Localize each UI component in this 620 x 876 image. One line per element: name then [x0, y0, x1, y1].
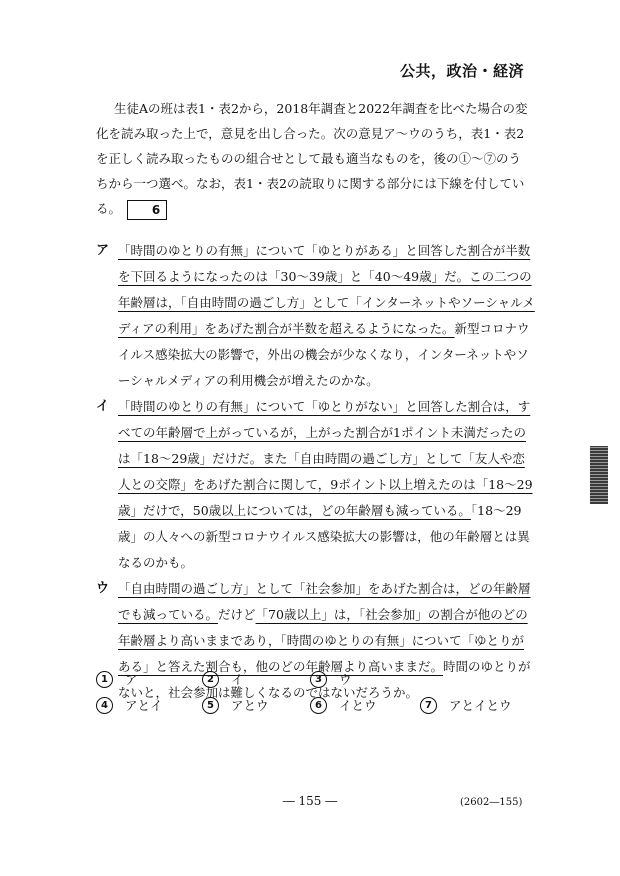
answer-box: 6	[127, 200, 167, 220]
opinion-segment: だけど	[218, 607, 256, 622]
opinion-segment: また「自由時間の過ごし方」として「友人や恋人との交際」をあげた割合に関して，9ポイント以上増えたのは「18～29歳」だけで，50歳以上については，どの年齢層も減っている。	[118, 451, 533, 518]
choice-number: 2	[202, 671, 219, 688]
choice-label: イとウ	[339, 698, 377, 713]
choice-4[interactable]	[96, 696, 202, 714]
choice-3[interactable]	[310, 670, 420, 688]
opinion-segment: 「時間のゆとりの有無」について「ゆとりがある」と回答した割合が半数を下回るようになったのは「30～39歳」と「40～49歳」だ。	[118, 243, 531, 284]
choice-label: アとウ	[231, 698, 269, 713]
opinion-a	[96, 238, 536, 394]
intro-text: 生徒Aの班は表1・表2から，2018年調査と2022年調査を比べた場合の変化を読み取った上で，意見を出し合った。次の意見ア～ウのうち，表1・表2を正しく読み取ったものの組合せとして最も適当なものを，後の①～⑦のうちから一つ選べ。なお，表1・表2の読取りに関する部分には下線を付している。	[96, 101, 528, 216]
choice-5[interactable]	[202, 696, 310, 714]
opinion-mark: イ	[96, 399, 110, 414]
choice-number: 5	[202, 697, 219, 714]
opinion-segment: 「18～29歳」の人々への新型コロナウイルス感染拡大の影響は，他の年齢層とは異なるのかも。	[118, 503, 530, 570]
choice-label: ウ	[339, 672, 352, 687]
opinion-segment: 「70歳以上」は，「社会参加」の割合が他のどの年齢層より高いままであり，「時間のゆとりの有無」について「ゆとりがある」と答えた割合も，他のどの年齢層より高いままだ。	[118, 607, 528, 674]
choice-row	[96, 692, 536, 718]
choice-7[interactable]	[420, 696, 512, 714]
page-code: (2602―155)	[460, 797, 523, 808]
subject-heading: 公共，政治・経済	[399, 62, 524, 80]
choice-number: 7	[420, 697, 437, 714]
choice-label: アとイ	[125, 698, 163, 713]
opinion-segment: 新型コロナウイルス感染拡大の影響で，外出の機会が少なくなり，インターネットやソーシャルメディアの利用機会が増えたのかな。	[118, 321, 530, 388]
opinion-segment: 時間のゆとりがないと，社会参加は難しくなるのではないだろうか。	[118, 659, 531, 700]
choice-1[interactable]	[96, 670, 202, 688]
opinion-i	[96, 394, 536, 576]
choice-number: 4	[96, 697, 113, 714]
choice-number: 3	[310, 671, 327, 688]
page-number: ― 155 ―	[282, 794, 338, 808]
choice-row	[96, 666, 536, 692]
opinion-segment: この二つの年齢層は，「自由時間の過ごし方」として「インターネットやソーシャルメディアの利用」をあげた割合が半数を超えるようになった。	[118, 269, 535, 336]
choice-label: イ	[231, 672, 244, 687]
choice-2[interactable]	[202, 670, 310, 688]
opinion-mark: ウ	[96, 581, 110, 596]
intro-paragraph	[96, 96, 528, 221]
choice-6[interactable]	[310, 696, 420, 714]
choice-label: ア	[125, 672, 138, 687]
side-index-tab	[590, 446, 608, 504]
answer-choices	[96, 666, 536, 718]
choice-number: 6	[310, 697, 327, 714]
opinion-segment: 「自由時間の過ごし方」として「社会参加」をあげた割合は，どの年齢層でも減っている。	[118, 581, 531, 622]
opinion-mark: ア	[96, 243, 110, 258]
choice-number: 1	[96, 671, 113, 688]
opinion-list	[96, 238, 536, 706]
choice-label: アとイとウ	[449, 698, 512, 713]
opinion-segment: 「時間のゆとりの有無」について「ゆとりがない」と回答した割合は，すべての年齢層で上がっているが，上がった割合が1ポイント未満だったのは「18～29歳」だけだ。	[118, 399, 531, 466]
